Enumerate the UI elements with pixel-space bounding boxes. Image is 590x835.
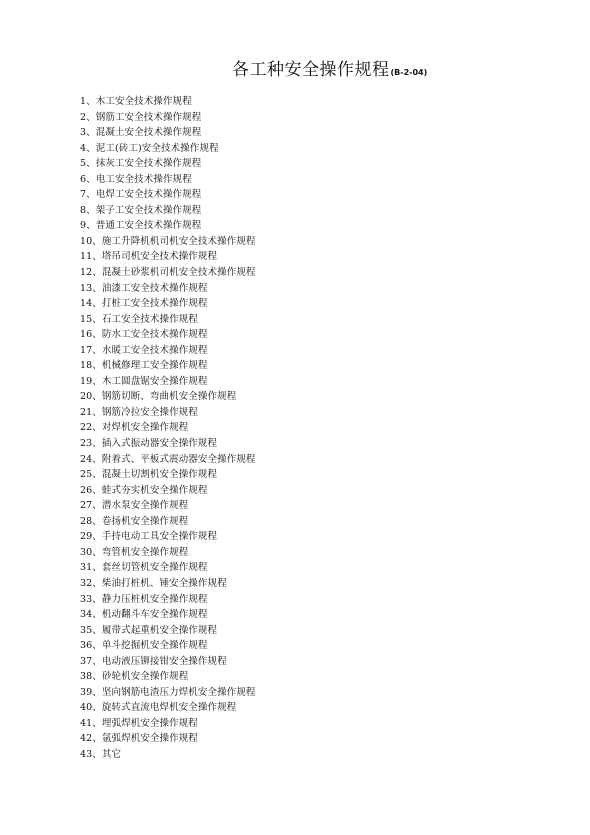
list-item: 25、混凝土切割机安全操作规程 [80,469,218,481]
list-item: 9、普通工安全技术操作规程 [80,220,202,232]
list-item: 10、施工升降机机司机安全技术操作规程 [80,235,256,247]
list-item: 11、塔吊司机安全技术操作规程 [80,251,218,263]
list-item: 39、坚向钢筋电渣压力焊机安全操作规程 [80,686,256,698]
list-item: 40、旋转式直流电焊机安全操作规程 [80,702,237,714]
list-item: 3、混凝土安全技术操作规程 [80,127,202,139]
list-item: 41、埋弧焊机安全操作规程 [80,717,198,729]
procedure-list [80,94,256,763]
list-item: 15、石工安全技术操作规程 [80,313,198,325]
list-item: 24、附着式、平板式震动器安全操作规程 [80,453,256,465]
list-item: 36、单斗挖掘机安全操作规程 [80,640,208,652]
list-item: 6、电工安全技术操作规程 [80,173,192,185]
list-item: 28、卷扬机安全操作规程 [80,515,189,527]
document-title [232,62,427,79]
list-item: 7、电焊工安全技术操作规程 [80,189,202,201]
list-item: 29、手持电动工具安全操作规程 [80,531,218,543]
list-item: 31、套丝切管机安全操作规程 [80,562,208,574]
list-item: 5、抹灰工安全技术操作规程 [80,158,202,170]
list-item: 22、对焊机安全操作规程 [80,422,189,434]
list-item: 2、钢筋工安全技术操作规程 [80,111,202,123]
list-item: 16、防水工安全技术操作规程 [80,329,208,341]
list-item: 13、油漆工安全技术操作规程 [80,282,208,294]
list-item: 33、静力压桩机安全操作规程 [80,593,208,605]
list-item: 14、打桩工安全技术操作规程 [80,298,208,310]
list-item: 30、弯管机安全操作规程 [80,546,189,558]
list-item: 37、电动液压铆接钳安全操作规程 [80,655,227,667]
list-item: 32、柴油打桩机、锤安全操作规程 [80,577,227,589]
list-item: 1、木工安全技术操作规程 [80,96,192,107]
list-item: 35、履带式起重机安全操作规程 [80,624,218,636]
list-item: 21、钢筋冷拉安全操作规程 [80,406,198,418]
list-item: 18、机械修理工安全操作规程 [80,360,208,372]
list-item: 26、蛙式夯实机安全操作规程 [80,484,208,496]
list-item: 19、木工圆盘锯安全操作规程 [80,375,208,387]
list-item: 42、氩弧焊机安全操作规程 [80,733,198,745]
list-item: 43、其它 [80,748,122,760]
list-item: 4、泥工(砖工)安全技术操作规程 [80,142,219,154]
list-item: 34、机动翻斗车安全操作规程 [80,609,208,621]
list-item: 17、水暖工安全技术操作规程 [80,344,208,356]
list-item: 38、砂轮机安全操作规程 [80,671,189,683]
list-item: 23、插入式振动器安全操作规程 [80,438,218,450]
list-item: 27、潜水泵安全操作规程 [80,500,189,512]
list-item: 20、钢筋切断、弯曲机安全操作规程 [80,391,237,403]
title-text: 各工种安全操作规程 [232,60,390,80]
list-item: 8、架子工安全技术操作规程 [80,204,202,216]
document-code: (B-2-04) [390,68,428,77]
list-item: 12、混凝土砂浆机司机安全技术操作规程 [80,267,256,279]
